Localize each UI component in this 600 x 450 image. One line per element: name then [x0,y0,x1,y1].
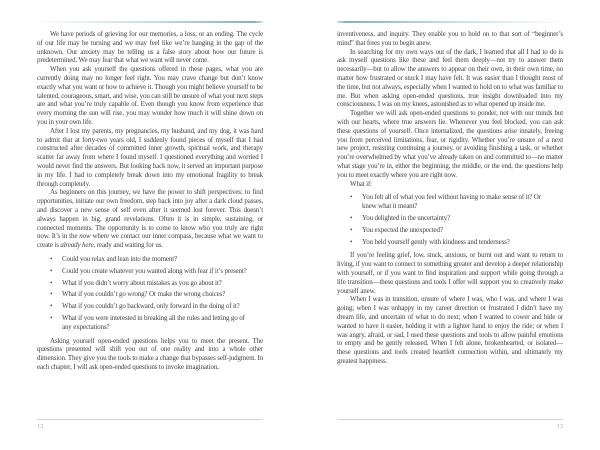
italic-phrase: now [79,232,91,241]
body-paragraph: When you ask yourself the questions offered in these pages, what you are currently doing may no longer feel right. You may crave change but don’t know exactly what you want or how to achieve it. Though you might believe yourself to be talented, courageous, smart, and wise, you can still be unsure of what your next steps are and what you’re truly capable of. Even though you know from experience that every morning the sun will rise, you may wonder how much it will shine down on you in your own life. [37,65,263,126]
body-paragraph: After I lost my parents, my pregnancies, my husband, and my dog, it was hard to admit that at forty-two years old, I suddenly found pieces of myself that I had constructed after decades of committed inner growth, spiritual work, and therapy scatter far away from where I found myself. I questioned everything and worried I would never find the answers. But looking back now, it served an important purpose in my life. I had to completely break down into my emotional fragility to break through completely. [37,126,263,188]
body-paragraph: Asking yourself open-ended questions helps you to meet the present. The questions presented will shift you out of one reality and into a whole other dimension. They give you the tools to make a change that bypasses self-judgment. In each chapter, I will ask open-ended questions to invoke imagination, [37,336,263,371]
question-bullet-item: • What if you couldn’t go wrong? Or make the wrong choices? [62,290,263,299]
question-list [37,255,263,332]
page-left-text-column [37,30,263,406]
question-bullet-item: • What if you were interested in breaking all the rules and letting go of any expectations? [62,314,263,332]
question-bullet-item: • Could you create whatever you wanted along with fear if it’s present? [62,267,263,276]
body-paragraph: inventiveness, and inquiry. They enable you to hold on to that sort of “beginner’s mind” that frees you to begin anew. [337,30,563,47]
question-bullet-item: • You expected the unexpected? [362,226,563,235]
question-bullet-item: • What if you couldn’t go backward, only forward in the doing of it? [62,302,263,311]
body-paragraph: If you’re feeling grief, low, stuck, anxious, or burnt out and want to return to living, if you want to connect to something greater and develop a deeper relationship with yourself, or if you want to find inspiration and support while going through a life transition—these questions and tools I offer will support you to creatively make yourself anew. [337,251,563,295]
body-paragraph: As beginners on this journey, we have the power to shift perspectives: to find opportunities, initiate our own freedom, step back into joy after a dark cloud passes, and discover a new sense of self even after it seemed lost forever. This doesn’t always happen in big, grand revelations. Often it is in simple, sustaining, or connected moments. The opportunity is to come to know who you truly are right now. It’s in the now where we contact our inner compass, because what we want to create is already here, ready and waiting for us. [37,188,263,250]
question-bullet-item: • You felt all of what you feel without having to make sense of it? Or knew what it meant? [362,193,563,211]
body-paragraph: When I was in transition, unsure of where I was, who I was, and where I was going; when I was unhappy in my career direction or frustrated I didn’t have my dream life, and uncertain of what to do next; when I wanted to cower and hide or wanted to have it easier, holding it with a lighter hand to enjoy the ride; or when I was angry, afraid, or sad, I used these questions and tools to allow painful emotions to empty and be gently released. When I felt alone, brokenhearted, or isolated—these questions and tools created heartfelt connection within, and ultimately my greatest happiness. [337,295,563,365]
question-bullet-item: • You delighted in the uncertainty? [362,214,563,223]
question-bullet-item: • Could you relax and lean into the moment? [62,255,263,264]
body-paragraph: In searching for my own ways out of the dark, I learned that all I had to do is ask myself questions like these and feel them deeply—not try to answer them necessarily—but to allow the answers to appear on their own, in their own time, no matter how frustrated or stuck I may have felt. It was easier than I thought most of the time, but not always, especially when I wanted to hold on to what was familiar to me. But when asking open-ended questions, true insight downloaded into my consciousness. I was on my knees, astonished as to what opened up inside me. [337,47,563,109]
italic-phrase: already here [60,241,94,250]
decorative-top-rule [337,21,563,23]
page-number-right: 13 [556,423,563,430]
body-paragraph: Together we will ask open-ended questions to ponder, not with our minds but with our hearts, where true answers lie. Whenever you feel blocked, you can ask these questions of yourself. Once internalized, the questions arise innately, freeing you from perceived limitations, fear, or rigidity. Whether you’re unsure of a next new project, resisting continuing a journey, or avoiding finishing a task, or whether you’re overwhelmed by what you’ve already taken on and committed to—no matter what stage you’re in, either the beginning, the middle, or the end, the questions help you to meet exactly where you are right now. [337,109,563,179]
page-right-text-column [337,30,563,406]
page-right [300,0,600,450]
question-bullet-item: • You held yourself gently with kindness and tenderness? [362,238,563,247]
decorative-top-rule [37,21,263,23]
footer-rule [37,419,263,420]
question-bullet-item: • What if you didn’t worry about mistakes as you go about it? [62,279,263,288]
footer-rule [337,419,563,420]
what-if-label: What if: [350,179,372,188]
page-number-left: 12 [37,423,44,430]
body-paragraph: We have periods of grieving for our memories, a loss, or an ending. The cycle of our life may be turning and we may feel like we’re hanging in the gap of the unknown. Our anxiety may be telling us a false story about how our future is predetermined. We may fear that what we want will never come. [37,30,263,65]
question-list [337,193,563,246]
